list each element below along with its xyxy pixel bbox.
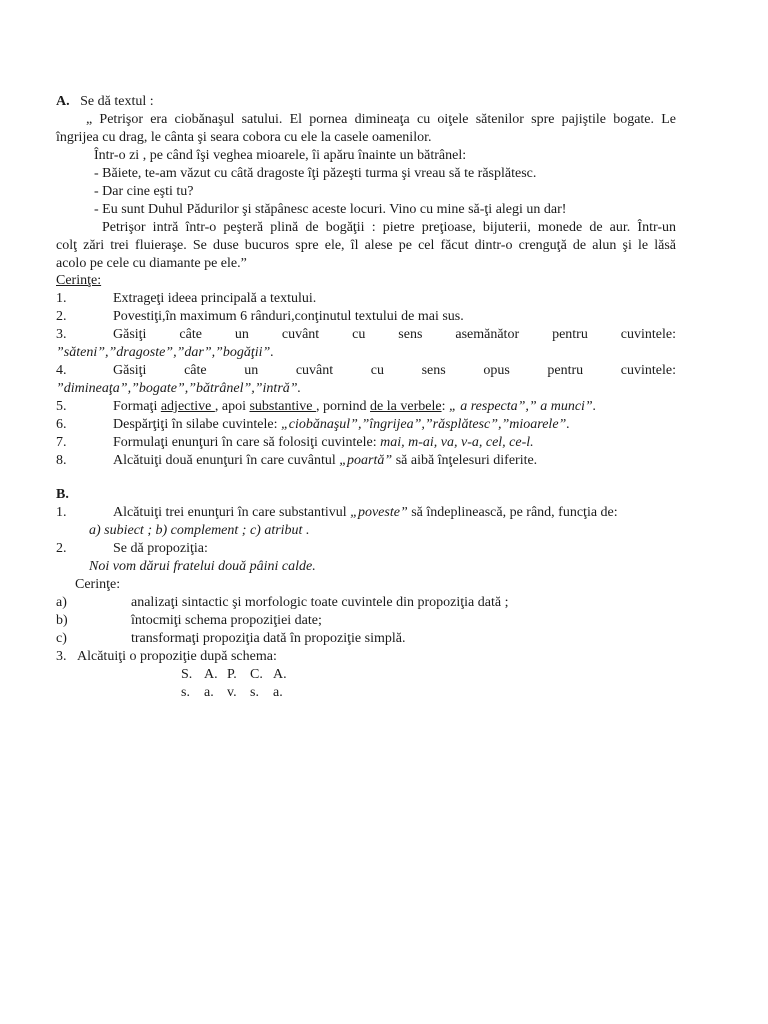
cerinte-title: Cerinţe: (56, 273, 102, 288)
task-item: 4. Găsiţi câte un cuvânt cu sens opus pentru cuvintele: (56, 363, 676, 378)
schema-part: a. (273, 685, 283, 700)
task-continuation: ”dimineaţa”,”bogate”,”bătrânel”,”intră”. (56, 381, 302, 396)
schema-part: A. (204, 667, 218, 682)
schema-part: a. (204, 685, 214, 700)
section-a-label: A. (56, 94, 70, 109)
section-a-header (56, 93, 676, 111)
section-a-intro: Se dă textul : (80, 94, 154, 109)
task-item: 7. Formulaţi enunţuri în care să folosiţi cuvintele: mai, m-ai, va, v-a, cel, ce-l. (56, 435, 534, 450)
schema-top (181, 666, 296, 684)
schema-bottom (181, 684, 296, 702)
schema-part: S. (181, 667, 193, 682)
task-item: 5. Formaţi adjective , apoi substantive , pornind de la verbele: „ a respecta”,” a munci”. (56, 399, 597, 414)
schema-part: s. (250, 685, 259, 700)
sub-item: b) întocmiţi schema propoziţiei date; (56, 613, 322, 628)
task-item: 8. Alcătuiţi două enunţuri în care cuvântul „poartă” să aibă înţelesuri diferite. (56, 453, 538, 468)
schema-part: v. (227, 685, 237, 700)
schema-part: P. (227, 667, 237, 682)
task-item: 3. Găsiţi câte un cuvânt cu sens asemănător pentru cuvintele: (56, 327, 676, 342)
story-line: colţ zări trei fluieraşe. Se duse bucuros spre ele, îl alese pe cel făcut dintr-o crenguţă de alun şi le lăsă (56, 238, 676, 253)
story-line: - Băiete, te-am văzut cu câtă dragoste îţi păzeşti turma şi vreau să te răsplătesc. (94, 166, 537, 181)
task-item: 3. Alcătuiţi o propoziţie după schema: (56, 649, 277, 664)
task-item: 6. Despărţiţi în silabe cuvintele: „ciobănaşul”,”îngrijea”,”răsplătesc”,”mioarele”. (56, 417, 570, 432)
story-line: - Dar cine eşti tu? (94, 184, 194, 199)
story-line: - Eu sunt Duhul Pădurilor şi stăpânesc aceste locuri. Vino cu mine să-ţi alegi un dar! (94, 202, 567, 217)
sub-item: a) analizaţi sintactic şi morfologic toate cuvintele din propoziţia dată ; (56, 595, 509, 610)
story-line: acolo pe cele cu diamante pe ele.” (56, 256, 247, 271)
task-item: 2. Povestiţi,în maximum 6 rânduri,conţinutul textului de mai sus. (56, 309, 464, 324)
section-b-label: B. (56, 487, 69, 502)
task-item: 2. Se dă propoziţia: (56, 541, 208, 556)
story-line: Petrişor intră într-o peşteră plină de bogăţii : pietre preţioase, bijuterii, monede de aur. Într-un (102, 220, 676, 235)
schema-part: C. (250, 667, 263, 682)
task-item: 1. Extrageţi ideea principală a textului. (56, 291, 317, 306)
story-line: îngrijea cu drag, le cânta şi seara cobora cu ele la casele oamenilor. (56, 130, 432, 145)
given-sentence: Noi vom dărui fratelui două pâini calde. (89, 559, 316, 574)
schema-part: A. (273, 667, 287, 682)
sub-item: c) transformaţi propoziţia dată în propoziţie simplă. (56, 631, 406, 646)
story-line: „ Petrişor era ciobănaşul satului. El pornea dimineaţa cu oiţele sătenilor spre pajiştile bogate. Le (86, 112, 676, 127)
task-continuation: ”săteni”,”dragoste”,”dar”,”bogăţii”. (56, 345, 274, 360)
story-line: Într-o zi , pe când îşi veghea mioarele, îi apăru înainte un bătrânel: (94, 148, 467, 163)
task-item: 1. Alcătuiţi trei enunţuri în care substantivul „poveste” să îndeplinească, pe rând, funcţia de: (56, 505, 618, 520)
cerinte-subtitle: Cerinţe: (75, 577, 121, 592)
schema-part: s. (181, 685, 190, 700)
function-options: a) subiect ; b) complement ; c) atribut . (89, 523, 310, 538)
